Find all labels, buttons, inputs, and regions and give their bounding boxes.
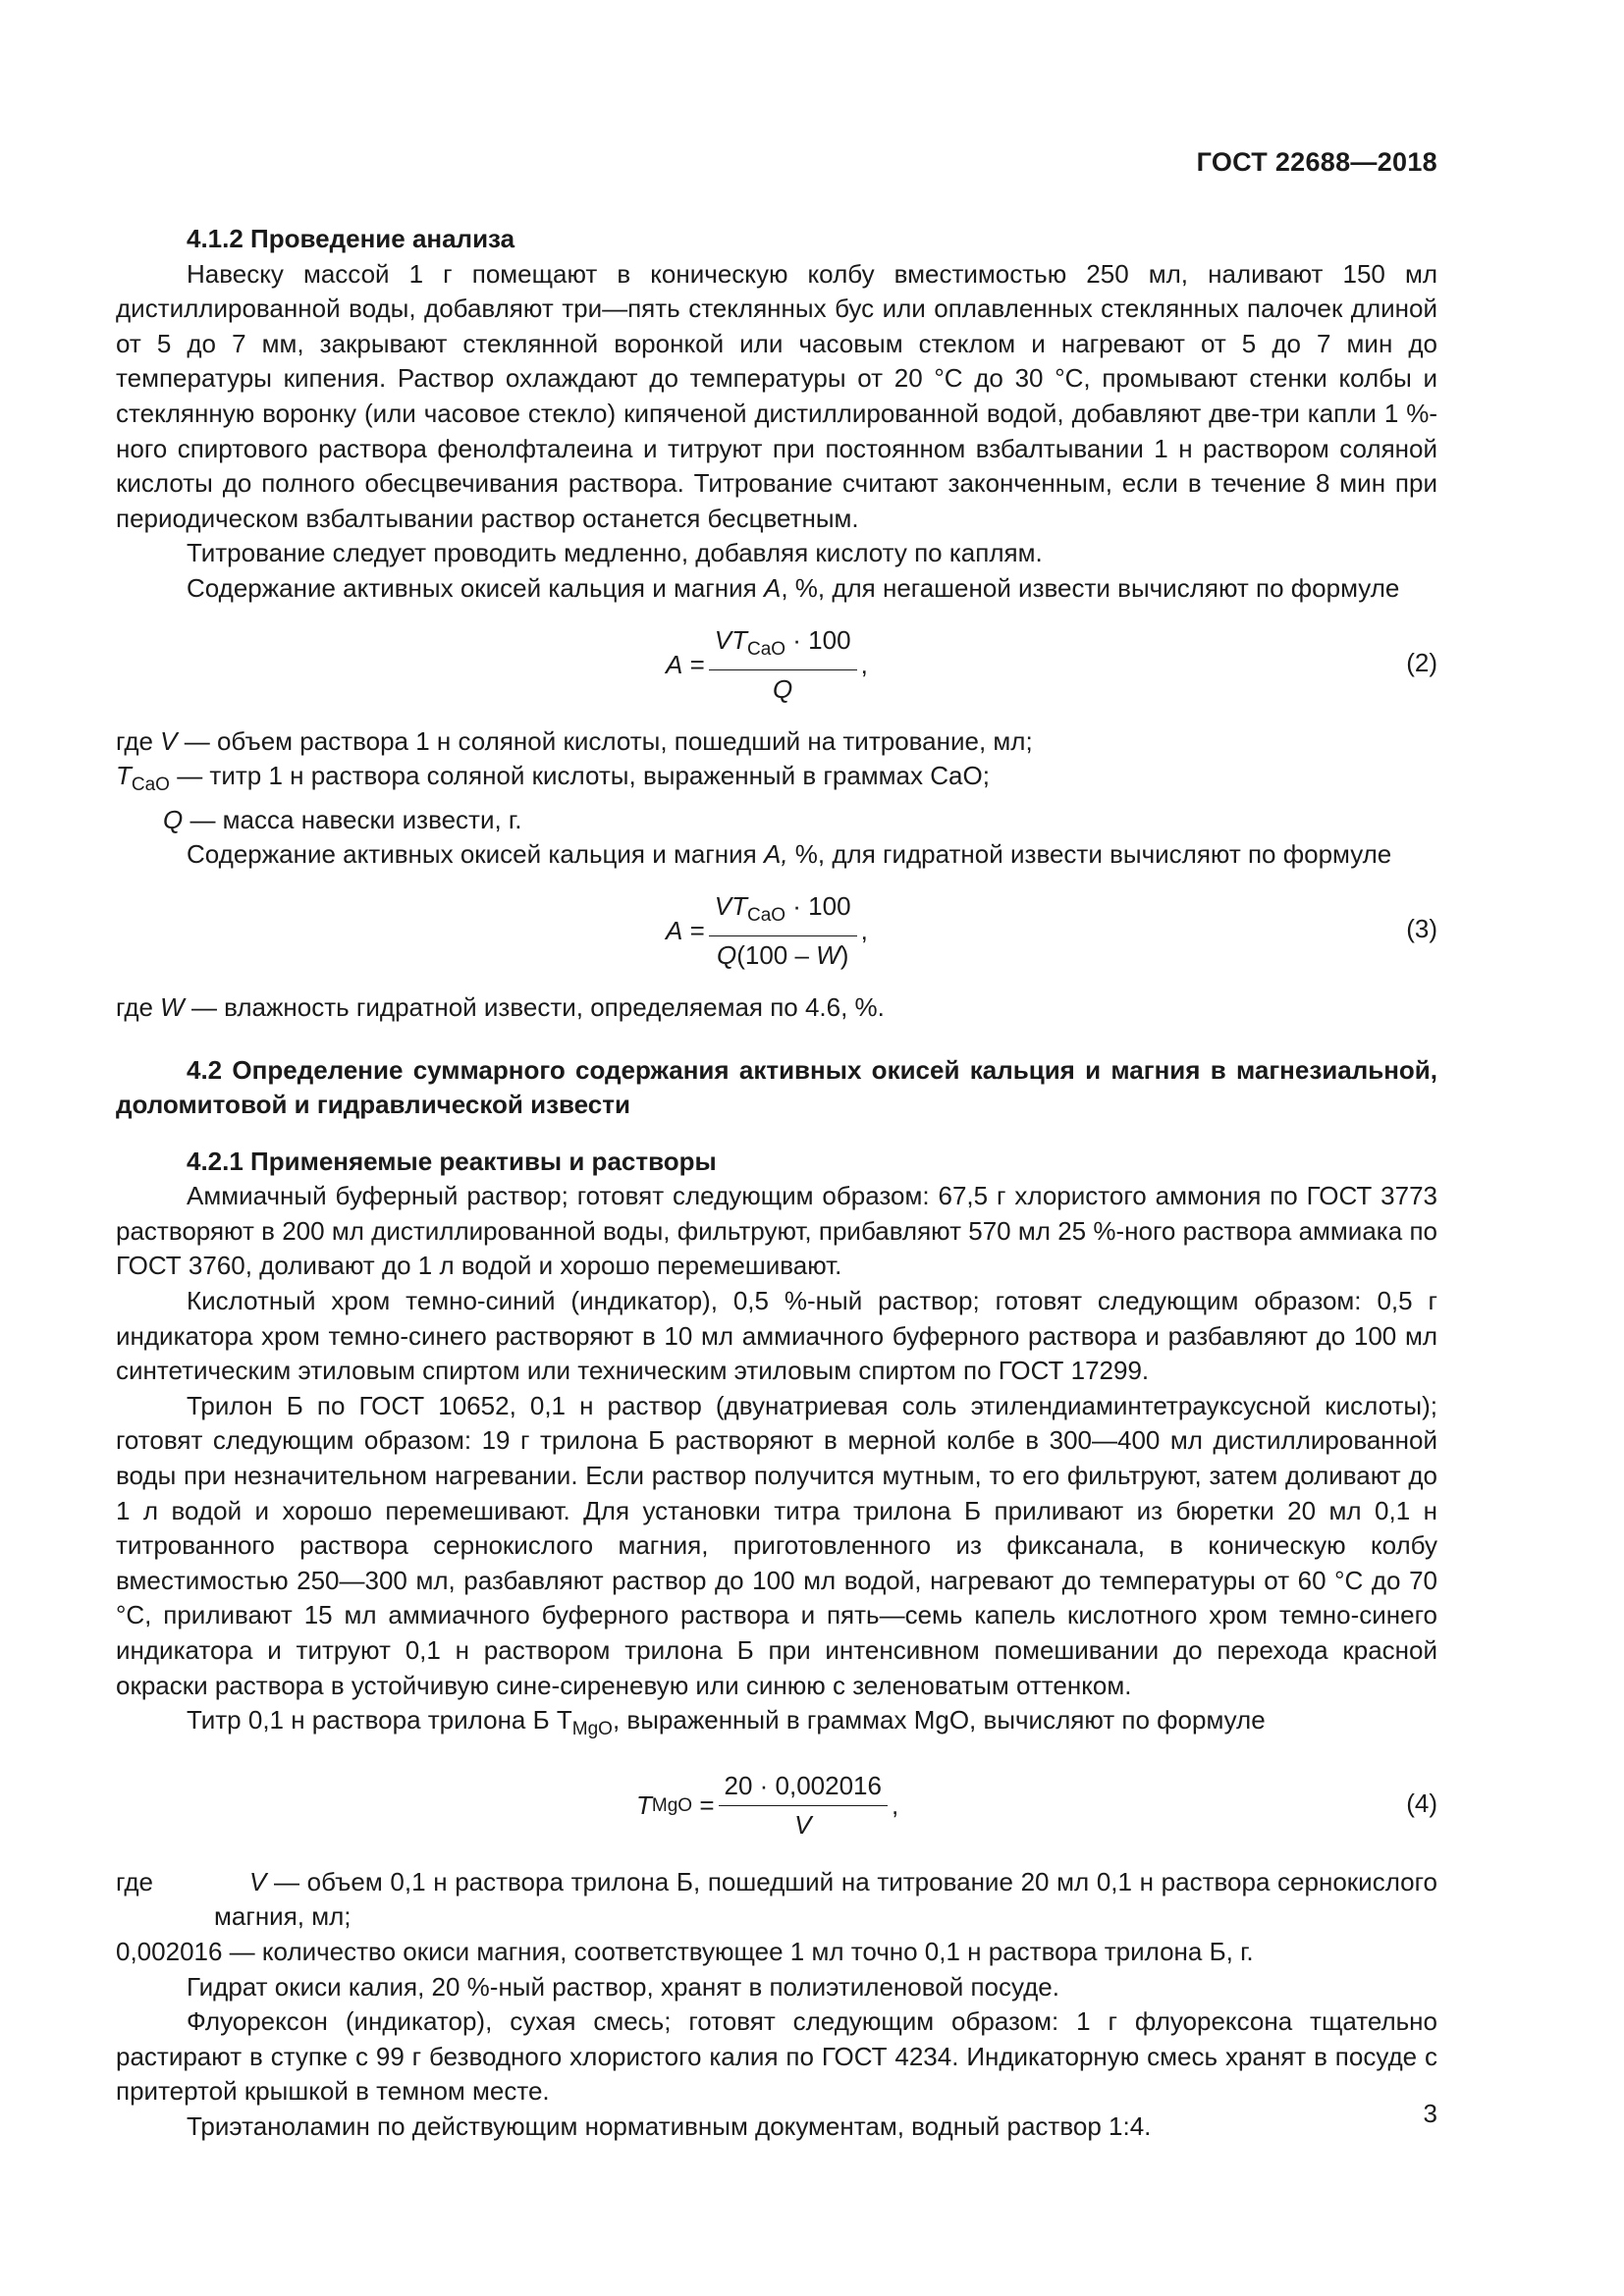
formula-2: A = $\frac{VT_{CaO} \cdot 100}{Q}$ , (2) <box>666 624 1437 704</box>
page-number: 3 <box>1423 2099 1437 2128</box>
where-definition: где V — объем раствора 1 н соляной кислоты, пошедший на титрование, мл; <box>116 725 1033 756</box>
paragraph: Титр 0,1 н раствора трилона Б $Т_{MgO}$, выраженный в граммах MgO, вычисляют по формуле <box>187 1705 1266 1740</box>
formula-number: (4) <box>1406 1788 1437 1818</box>
where-definition: $T_{CaO}$ — титр 1 н раствора соляной кислоты, выраженный в граммах CaO; <box>116 761 990 796</box>
where-definition: где W — влажность гидратной извести, определяемая по 4.6, %. <box>116 991 885 1022</box>
formula-3: A = $\frac{VT_{CaO} \cdot 100}{Q(100 - W)}$ , (3) <box>666 891 1437 970</box>
section-heading-4-2: 4.2 Определение суммарного содержания активных окисей кальция и магния в магнезиальной, доломитовой и гидравлической извести <box>116 1054 1437 1120</box>
section-heading-4-2-1: 4.2.1 Применяемые реактивы и растворы <box>187 1146 717 1176</box>
paragraph: Аммиачный буферный раствор; готовят следующим образом: 67,5 г хлористого аммония по ГОСТ 3773 растворяют в 200 мл дистиллированной воды, фильтруют, прибавляют 570 мл 25 %-ного раствора аммиака по ГОСТ 3760, доливают до 1 л водой и хорошо перемешивают. <box>116 1181 1437 1281</box>
where-definition: Q — масса навески извести, г. <box>163 804 522 834</box>
paragraph: Триэтаноламин по действующим нормативным документам, водный раствор 1:4. <box>187 2110 1152 2141</box>
paragraph: Флуорексон (индикатор), сухая смесь; готовят следующим образом: 1 г флуорексона тщательно растирают в ступке с 99 г безводного хлористого калия по ГОСТ 4234. Индикаторную смесь хранят в посуде с притертой крышкой в темном месте. <box>116 2006 1437 2107</box>
paragraph: Содержание активных окисей кальция и магния А, %, для негашеной извести вычисляют по формуле <box>187 572 1400 603</box>
section-heading-4-1-2: 4.1.2 Проведение анализа <box>187 224 515 253</box>
paragraph: Кислотный хром темно-синий (индикатор), 0,5 %-ный раствор; готовят следующим образом: 0,5 г индикатора хром темно-синего растворяют в 10 мл аммиачного буферного раствора и разбавляют до 100 мл синтетическим этиловым спиртом или техническим этиловым спиртом по ГОСТ 17299. <box>116 1286 1437 1386</box>
document-id-header: ГОСТ 22688—2018 <box>1196 147 1437 177</box>
paragraph: Трилон Б по ГОСТ 10652, 0,1 н раствор (двунатриевая соль этилендиаминтетрауксусной кислоты); готовят следующим образом: 19 г трилона Б растворяют в мерной колбе в 300—400 мл дистиллированной воды при незначительном нагревании. Если раствор получится мутным, то его фильтруют, затем доливают до 1 л водой и хорошо перемешивают. Для установки титра трилона Б приливают из бюретки 20 мл 0,1 н титрованного раствора сернокислого магния, приготовленного из фиксанала, в коническую колбу вместимостью 250—300 мл, разбавляют раствор до 100 мл водой, нагревают до температуры от 60 °С до 70 °С, приливают 15 мл аммиачного буферного раствора и пять—семь капель кислотного хром темно-синего индикатора и титруют 0,1 н раствором трилона Б при интенсивном помешивании до перехода красной окраски раствора в устойчивую сине-сиреневую или синюю с зеленоватым оттенком. <box>116 1390 1437 1700</box>
where-definition: 0,002016 — количество окиси магния, соответствующее 1 мл точно 0,1 н раствора трилона Б, г. <box>116 1936 1254 1966</box>
formula-number: (3) <box>1406 913 1437 943</box>
formula-4: T MgO = $\frac{20 \cdot 0,002016}{V}$ , (4) <box>636 1770 1437 1841</box>
paragraph: Гидрат окиси калия, 20 %-ный раствор, хранят в полиэтиленовой посуде. <box>187 1971 1059 2002</box>
paragraph: Навеску массой 1 г помещают в коническую колбу вместимостью 250 мл, наливают 150 мл дистиллированной воды, добавляют три—пять стеклянных бус или оплавленных стеклянных палочек длиной от 5 до 7 мм, закрывают стеклянной воронкой или часовым стеклом и нагревают от 5 до 7 мин до температуры кипения. Раствор охлаждают до температуры от 20 °С до 30 °С, промывают стенки колбы и стеклянную воронку (или часовое стекло) кипяченой дистиллированной водой, добавляют две-три капли 1 %-ного спиртового раствора фенолфталеина и титруют при постоянном взбалтывании 1 н раствором соляной кислоты до полного обесцвечивания раствора. Титрование считают законченным, если в течение 8 мин при периодическом взбалтывании раствор останется бесцветным. <box>116 258 1437 533</box>
formula-number: (2) <box>1406 647 1437 677</box>
where-definition: где V — объем 0,1 н раствора трилона Б, пошедший на титрование 20 мл 0,1 н раствора сернокислого магния, мл; <box>116 1866 1437 1932</box>
paragraph: Титрование следует проводить медленно, добавляя кислоту по каплям. <box>187 538 1043 568</box>
document-body <box>116 222 1437 2145</box>
paragraph: Содержание активных окисей кальция и магния А, %, для гидратной извести вычисляют по формуле <box>187 839 1392 870</box>
